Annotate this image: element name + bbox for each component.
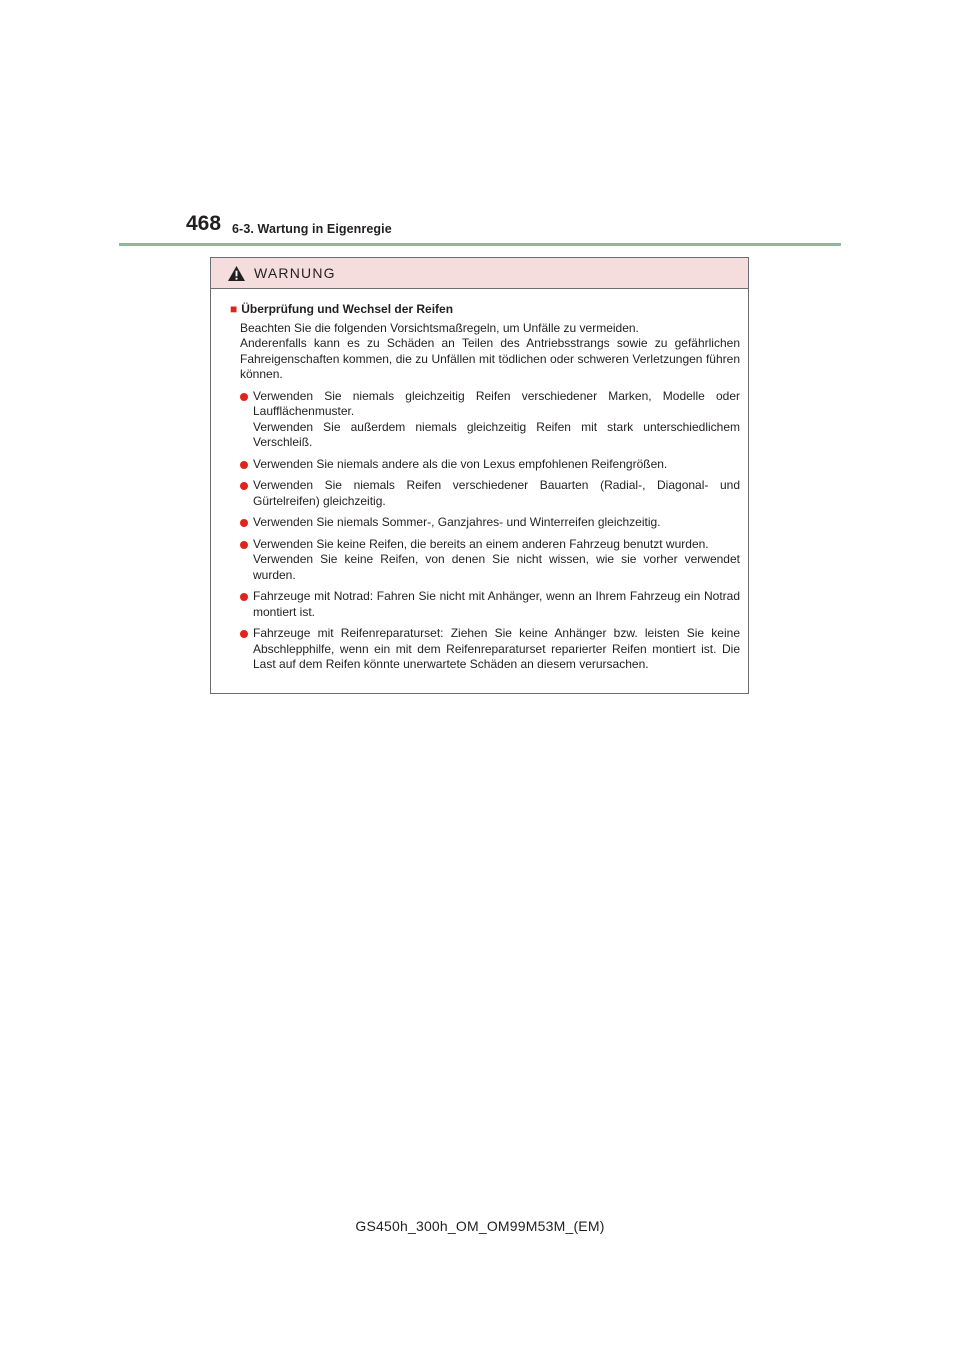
list-item [240,626,740,673]
list-item [240,589,740,620]
list-item [240,457,740,473]
bullet-icon [240,593,248,601]
list-item-text: Verwenden Sie niemals Reifen verschiedener Bauarten (Radial-, Diagonal- und Gürtelreifen) gleichzeitig. [253,478,740,508]
list-item [240,537,740,584]
intro-line-1: Beachten Sie die folgenden Vorsichtsmaßregeln, um Unfälle zu vermeiden. [240,320,639,335]
intro-line-2: Anderenfalls kann es zu Schäden an Teilen des Antriebsstrangs sowie zu gefährlichen Fahreigenschaften kommen, die zu Unfällen mit tödlichen oder schweren Verletzungen führen können. [240,336,740,381]
bullet-icon [240,541,248,549]
list-item-text: Fahrzeuge mit Notrad: Fahren Sie nicht mit Anhänger, wenn an Ihrem Fahrzeug ein Notrad montiert ist. [253,589,740,619]
section-title: 6-3. Wartung in Eigenregie [232,222,392,236]
warning-triangle-icon [227,265,246,282]
list-item-text-2: Verwenden Sie keine Reifen, von denen Sie nicht wissen, wie sie vorher verwendet wurden. [253,552,740,582]
warning-title: WARNUNG [254,265,336,281]
warning-box [210,257,749,694]
warning-subheading [230,302,740,318]
list-item [240,478,740,509]
page-number: 468 [186,212,222,235]
list-item-text: Verwenden Sie niemals gleichzeitig Reifen verschiedener Marken, Modelle oder Laufflächenmuster. [253,388,740,418]
subheading-text: Überprüfung und Wechsel der Reifen [241,302,454,316]
footer-document-code: GS450h_300h_OM_OM99M53M_(EM) [355,1218,605,1234]
list-item-text: Verwenden Sie niemals Sommer-, Ganzjahres- und Winterreifen gleichzeitig. [253,515,661,529]
warning-intro [230,321,740,383]
bullet-icon [240,630,248,638]
list-item [240,389,740,451]
list-item-text-2: Verwenden Sie außerdem niemals gleichzeitig Reifen mit stark unterschiedlichem Verschleiß. [253,419,740,449]
bullet-icon [240,482,248,490]
list-item-text: Verwenden Sie keine Reifen, die bereits an einem anderen Fahrzeug benutzt wurden. [253,536,709,551]
header-rule [119,243,841,246]
warning-header [211,258,748,289]
list-item-text: Verwenden Sie niemals andere als die von Lexus empfohlenen Reifengrößen. [253,456,668,471]
list-item [240,515,740,531]
warning-body [211,289,748,673]
list-item-text: Fahrzeuge mit Reifenreparaturset: Ziehen Sie keine Anhänger bzw. leisten Sie keine Abschlepphilfe, wenn ein mit dem Reifenreparaturset reparierter Reifen montiert ist. Die Last auf dem Reifen könnte unerwartete Schäden an diesem verursachen. [253,626,740,671]
bullet-icon [240,461,248,469]
bullet-icon [240,519,248,527]
warning-list [230,389,740,673]
bullet-icon [240,393,248,401]
square-bullet-icon: ■ [230,302,238,316]
